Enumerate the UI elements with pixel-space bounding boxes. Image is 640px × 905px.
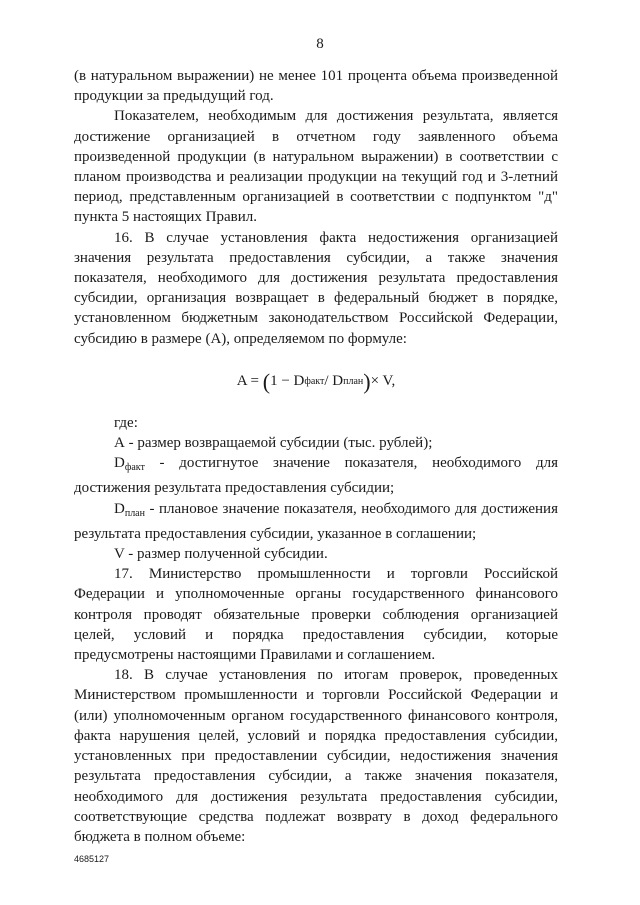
definition-d-plan [74, 499, 558, 544]
d-fact-subscript: факт [124, 462, 145, 474]
paragraph-indicator: Показателем, необходимым для достижения результата, является достижение организацией в отчетном году заявленного объема произведенной продукции (в натуральном выражении) в соответствии с планом производства и реализации продукции на текущий год и 3-летний период, представленным организацией в соответствии с подпунктом "д" пункта 5 настоящих Правил. [74, 108, 558, 226]
formula-open-paren: ( [262, 368, 271, 394]
d-plan-text: - плановое значение показателя, необходимого для достижения результата предоставления субсидии, указанное в соглашении; [74, 500, 558, 542]
d-fact-text: - достигнутое значение показателя, необходимого для достижения результата предоставления субсидии; [74, 455, 558, 497]
formula-fact-subscript: факт [304, 376, 325, 388]
definition-d-fact [74, 453, 558, 498]
paragraph-16: 16. В случае установления факта недостижения организацией значения результата предоставления субсидии, а также значения показателя, необходимого для достижения результата предоставления субсидии, организация возвращает в федеральный бюджет в порядке, установленном бюджетным законодательством Российской Федерации, субсидию в размере (А), определяемом по формуле: [74, 229, 558, 347]
d-plan-symbol: D [114, 500, 125, 517]
definition-a: А - размер возвращаемой субсидии (тыс. рублей); [114, 435, 433, 452]
paragraph-18: 18. В случае установления по итогам проверок, проведенных Министерством промышленности и торговли Российской Федерации и (или) уполномоченным органом государственного финансового контроля, факта нарушения целей, условий и порядка предоставления субсидии, установленных при предоставлении субсидии, недостижения значения результата предоставления субсидии, а также значения показателя, необходимого для достижения результата предоставления субсидии, соответствующие средства подлежат возврату в доход федерального бюджета в полном объеме: [74, 667, 558, 845]
formula-tail: × V, [370, 373, 396, 390]
where-label: где: [114, 414, 138, 431]
document-code: 4685127 [74, 854, 110, 864]
formula-slash: / D [324, 373, 344, 390]
definition-v: V - размер полученной субсидии. [114, 546, 328, 563]
d-fact-symbol: D [114, 455, 125, 472]
refund-formula [74, 351, 558, 413]
page-number: 8 [316, 36, 324, 52]
document-body [74, 66, 558, 847]
formula-plan-subscript: план [343, 376, 364, 388]
formula-one-minus: 1 − D [270, 373, 305, 390]
paragraph-continuation: (в натуральном выражении) не менее 101 процента объема произведенной продукции за предыдущий год. [74, 68, 558, 105]
d-plan-subscript: план [124, 507, 145, 519]
formula-close-paren: ) [363, 368, 371, 394]
formula-lhs: A = [236, 373, 259, 390]
paragraph-17: 17. Министерство промышленности и торговли Российской Федерации и уполномоченные органы государственного финансового контроля проводят обязательные проверки соблюдения организацией целей, условий и порядка предоставления субсидии, которые предусмотрены настоящими Правилами и соглашением. [74, 566, 558, 664]
